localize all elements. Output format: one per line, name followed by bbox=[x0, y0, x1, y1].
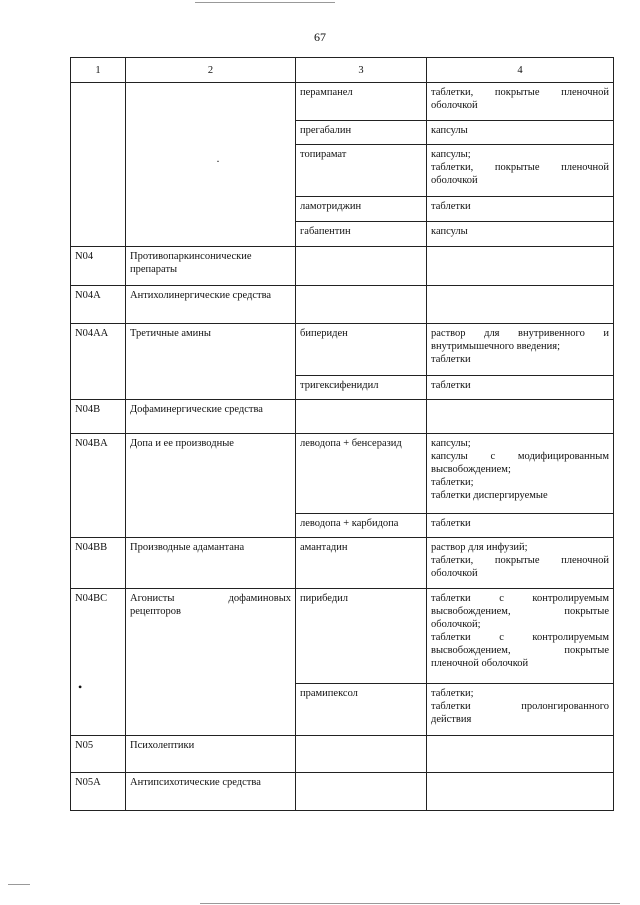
table-header-row bbox=[71, 58, 614, 83]
dosage-form-cell: капсулы; капсулы с модифицированным высвобождением; таблетки; таблетки диспергируемые bbox=[427, 434, 614, 514]
header-col-1: 1 bbox=[71, 58, 126, 83]
group-name-cell: Антипсихотические средства bbox=[126, 773, 296, 811]
drug-name-cell: прегабалин bbox=[296, 121, 427, 145]
dosage-form-cell: раствор для инфузий; таблетки, покрытые пленочной оболочкой bbox=[427, 538, 614, 589]
drug-table bbox=[70, 57, 614, 811]
atc-code-cell: N05A bbox=[71, 773, 126, 811]
table-row bbox=[71, 400, 614, 434]
table-row bbox=[71, 434, 614, 514]
atc-code-cell: N04 bbox=[71, 247, 126, 286]
atc-code-cell: N04A bbox=[71, 286, 126, 324]
table-row bbox=[71, 589, 614, 684]
drug-name-cell: леводопа + карбидопа bbox=[296, 514, 427, 538]
table-row bbox=[71, 83, 614, 121]
atc-code-cell: N04BB bbox=[71, 538, 126, 589]
dosage-form-cell bbox=[427, 736, 614, 773]
atc-code-cell: N04BC • bbox=[71, 589, 126, 736]
table-row bbox=[71, 324, 614, 376]
drug-name-cell bbox=[296, 773, 427, 811]
group-name-cell: Третичные амины bbox=[126, 324, 296, 400]
table-row bbox=[71, 538, 614, 589]
drug-name-cell bbox=[296, 400, 427, 434]
group-name-cell: Противопаркинсонические препараты bbox=[126, 247, 296, 286]
scan-dot: • bbox=[78, 680, 83, 694]
scan-dot: · bbox=[216, 154, 220, 168]
drug-name-cell: тригексифенидил bbox=[296, 376, 427, 400]
table-row bbox=[71, 773, 614, 811]
drug-name-cell: пирибедил bbox=[296, 589, 427, 684]
scan-mark-bottom-left bbox=[8, 884, 30, 885]
group-name-cell: Дофаминергические средства bbox=[126, 400, 296, 434]
dosage-form-cell: таблетки, покрытые пленочной оболочкой bbox=[427, 83, 614, 121]
atc-code-cell: N04BA bbox=[71, 434, 126, 538]
atc-code-cell: N05 bbox=[71, 736, 126, 773]
dosage-form-cell: капсулы; таблетки, покрытые пленочной оболочкой bbox=[427, 145, 614, 197]
drug-name-cell: перампанел bbox=[296, 83, 427, 121]
drug-name-cell: прамипексол bbox=[296, 684, 427, 736]
drug-name-cell bbox=[296, 247, 427, 286]
dosage-form-cell bbox=[427, 247, 614, 286]
header-col-2: 2 bbox=[126, 58, 296, 83]
dosage-form-cell: капсулы bbox=[427, 121, 614, 145]
atc-code-cell: N04AA bbox=[71, 324, 126, 400]
scan-mark-bottom bbox=[200, 903, 620, 904]
dosage-form-cell: таблетки bbox=[427, 376, 614, 400]
drug-name-cell bbox=[296, 286, 427, 324]
dosage-form-cell: таблетки bbox=[427, 514, 614, 538]
header-col-3: 3 bbox=[296, 58, 427, 83]
group-name-cell: Агонисты дофаминовых рецепторов bbox=[126, 589, 296, 736]
group-name-cell: Допа и ее производные bbox=[126, 434, 296, 538]
scan-mark-top bbox=[195, 2, 335, 3]
atc-code-cell: N04B bbox=[71, 400, 126, 434]
header-col-4: 4 bbox=[427, 58, 614, 83]
dosage-form-cell bbox=[427, 773, 614, 811]
group-name-cell: Антихолинергические средства bbox=[126, 286, 296, 324]
drug-name-cell bbox=[296, 736, 427, 773]
drug-name-cell: амантадин bbox=[296, 538, 427, 589]
table-row bbox=[71, 736, 614, 773]
group-name-cell: Психолептики bbox=[126, 736, 296, 773]
group-name-cell bbox=[126, 83, 296, 247]
table-row bbox=[71, 247, 614, 286]
drug-name-cell: ламотриджин bbox=[296, 197, 427, 222]
drug-name-cell: топирамат bbox=[296, 145, 427, 197]
drug-name-cell: габапентин bbox=[296, 222, 427, 247]
dosage-form-cell: капсулы bbox=[427, 222, 614, 247]
dosage-form-cell: таблетки bbox=[427, 197, 614, 222]
page-number: 67 bbox=[314, 30, 326, 44]
code-cell bbox=[71, 83, 126, 247]
drug-name-cell: леводопа + бенсеразид bbox=[296, 434, 427, 514]
drug-name-cell: бипериден bbox=[296, 324, 427, 376]
dosage-form-cell bbox=[427, 286, 614, 324]
dosage-form-cell: таблетки; таблетки пролонгированного действия bbox=[427, 684, 614, 736]
dosage-form-cell: раствор для внутривенного и внутримышечного введения; таблетки bbox=[427, 324, 614, 376]
group-name-cell: Производные адамантана bbox=[126, 538, 296, 589]
dosage-form-cell bbox=[427, 400, 614, 434]
dosage-form-cell: таблетки с контролируемым высвобождением, покрытые оболочкой; таблетки с контролируемым высвобождением, покрытые пленочной оболочкой bbox=[427, 589, 614, 684]
table-row bbox=[71, 286, 614, 324]
